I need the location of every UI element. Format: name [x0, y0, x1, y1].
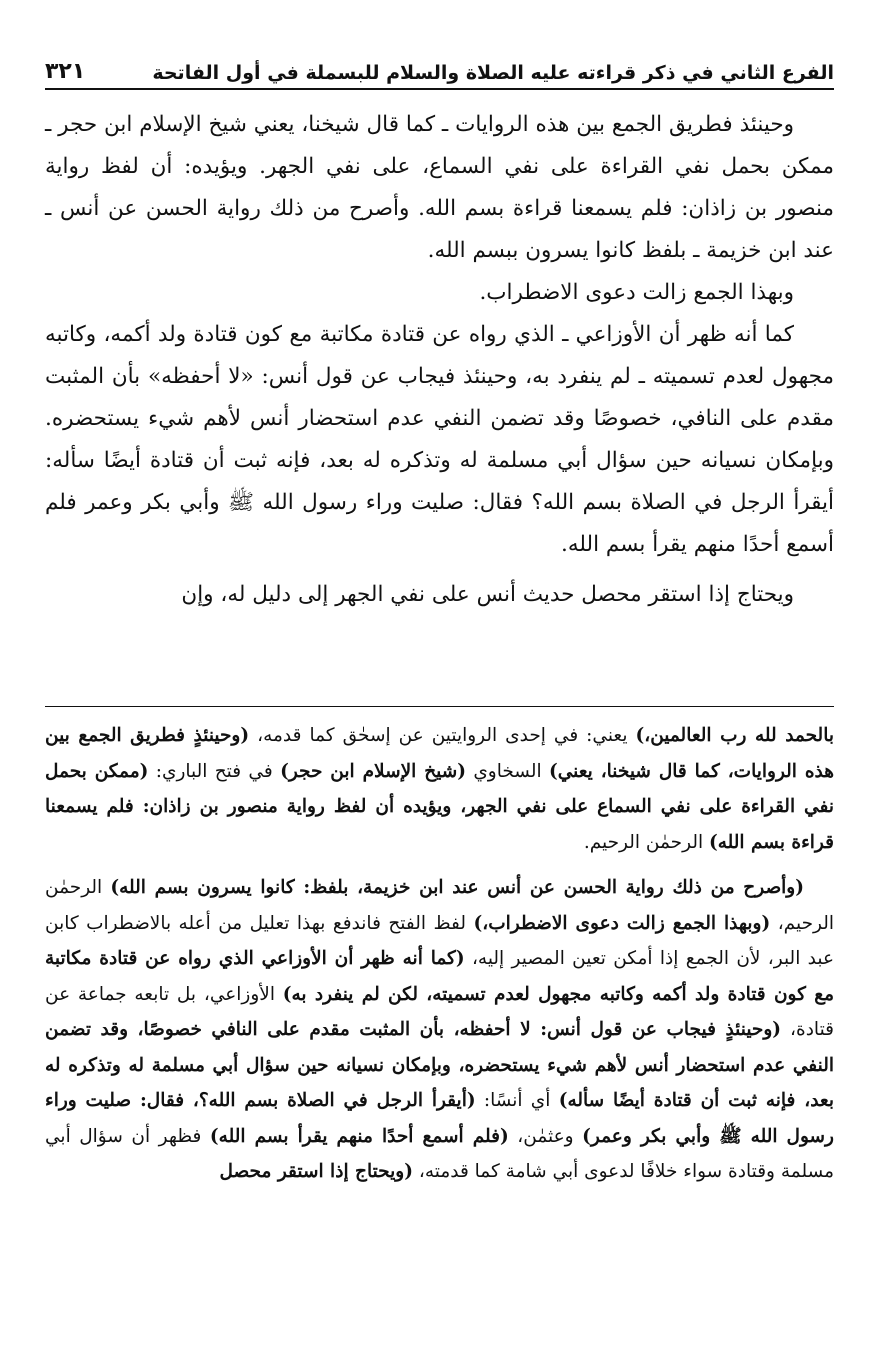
commentary-text: الرحمٰن الرحيم. — [583, 831, 709, 853]
commentary-text: الرحمٰن الرحيم، — [45, 877, 834, 934]
commentary-text: في فتح الباري: — [148, 760, 281, 782]
commentary-divider — [45, 706, 834, 707]
quoted-text: (وأصرح من ذلك رواية الحسن عن أنس عند ابن خزيمة، بلفظ: كانوا يسرون بسم الله) — [110, 877, 804, 898]
commentary-text: وعثمٰن، — [508, 1125, 583, 1147]
chapter-title: الفرع الثاني في ذكر قراءته عليه الصلاة والسلام للبسملة في أول الفاتحة — [152, 62, 834, 84]
quoted-text: (وحينئذٍ فطريق الجمع بين هذه الروايات، كما قال شيخنا، يعني) — [45, 725, 835, 782]
commentary-text: لفظ الفتح فاندفع بهذا تعليل من أعله بالاضطراب كابن عبد البر، لأن الجمع إذا أمكن تعين المصير إليه، — [45, 912, 834, 969]
commentary-paragraph-2 — [45, 870, 834, 1190]
commentary-text: أي أنسًا: — [475, 1090, 559, 1111]
quoted-text: (كما أنه ظهر أن الأوزاعي الذي رواه عن قتادة مكاتبة مع كون قتادة ولد أكمه وكاتبه مجهول لعدم تسميته، لكن لم ينفرد به) — [45, 948, 834, 1005]
quoted-text: (وبهذا الجمع زالت دعوى الاضطراب،) — [473, 912, 771, 934]
header-rule — [45, 88, 834, 90]
quoted-text: بالحمد لله رب العالمين،) — [635, 725, 834, 746]
main-paragraph-1: وحينئذ فطريق الجمع بين هذه الروايات ـ كما قال شيخنا، يعني شيخ الإسلام ابن حجر ـ ممكن بحمل نفي القراءة على نفي السماع، على نفي الجهر. ويؤيده: أن لفظ رواية منصور بن زاذان: فلم يسمعنا قراءة بسم الله. وأصرح من ذلك رواية الحسن عن أنس ـ عند ابن خزيمة ـ بلفظ كانوا يسرون ببسم الله. — [45, 112, 834, 263]
commentary-text: الأوزاعي، بل تابعه جماعة عن قتادة، — [45, 983, 834, 1040]
quoted-text: (فلم أسمع أحدًا منهم يقرأ بسم الله) — [209, 1125, 509, 1147]
main-paragraph-4: ويحتاج إذا استقر محصل حديث أنس على نفي الجهر إلى دليل له، وإن — [181, 582, 794, 607]
commentary-text: فظهر أن سؤال أبي مسلمة وقتادة سواء خلافًا لدعوى أبي شامة كما قدمته، — [45, 1125, 834, 1182]
commentary-text: السخاوي — [465, 760, 549, 782]
main-paragraph-2: وبهذا الجمع زالت دعوى الاضطراب. — [479, 280, 794, 305]
quoted-text: (أيقرأ الرجل في الصلاة بسم الله؟، فقال: صليت وراء رسول الله ﷺ وأبي بكر وعمر) — [45, 1090, 834, 1147]
quoted-text: (ويحتاج إذا استقر محصل — [219, 1161, 413, 1182]
main-text — [45, 104, 834, 616]
quoted-text: (ممكن بحمل نفي القراءة على نفي السماع على نفي الجهر، ويؤيده أن لفظ رواية منصور بن زاذان: فلم يسمعنا قراءة بسم الله) — [45, 760, 834, 853]
quoted-text: (شيخ الإسلام ابن حجر) — [280, 760, 466, 782]
main-paragraph-3: كما أنه ظهر أن الأوزاعي ـ الذي رواه عن قتادة مكاتبة مع كون قتادة ولد أكمه، وكاتبه مجهول لعدم تسميته ـ لم ينفرد به، وحينئذ فيجاب عن قول أنس: «لا أحفظه» بأن المثبت مقدم على النافي، خصوصًا وقد تضمن النفي عدم استحضار أنس لأهم شيء يستحضره. وبإمكان نسيانه حين سؤال أبي مسلمة له وتذكره له بعد، فإنه ثبت أن قتادة أيضًا سأله: أيقرأ الرجل في الصلاة بسم الله؟ فقال: صليت وراء رسول الله ﷺ وأبي بكر وعمر فلم أسمع أحدًا منهم يقرأ بسم الله. — [45, 322, 834, 557]
commentary — [45, 718, 834, 1190]
commentary-text: يعني: في إحدى الروايتين عن إسحٰق كما قدمه، — [249, 725, 636, 746]
running-header — [45, 40, 834, 84]
quoted-text: (وحينئذٍ فيجاب عن قول أنس: لا أحفظه، بأن المثبت مقدم على النافي خصوصًا، وقد تضمن النفي عدم استحضار أنس لأهم شيء يستحضره، وبإمكان نسيانه حين سؤال أبي مسلمة له وتذكره له بعد، فإنه ثبت أن قتادة أيضًا سأله) — [45, 1019, 834, 1111]
commentary-paragraph-1 — [45, 718, 834, 860]
page-number: ٣٢١ — [45, 59, 86, 84]
